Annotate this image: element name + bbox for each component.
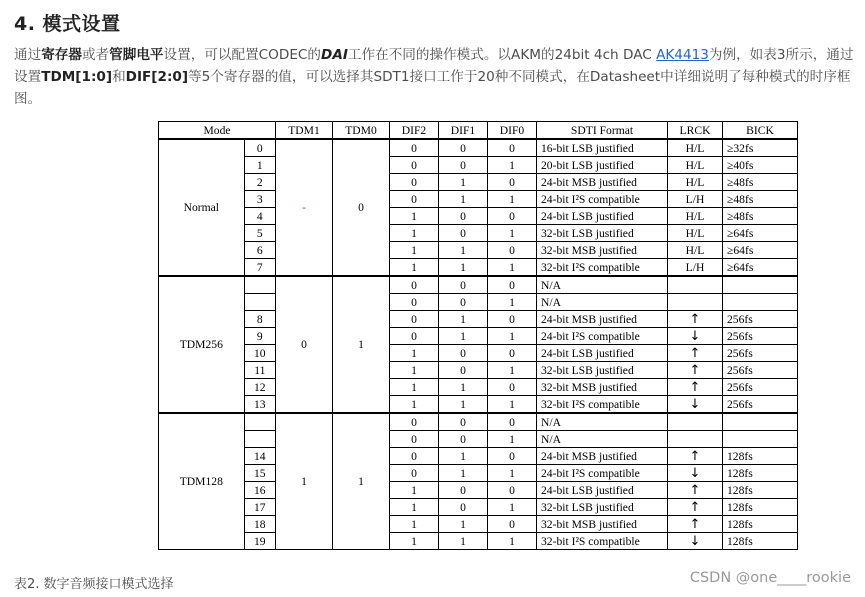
column-header: Mode [159, 122, 276, 140]
bick-cell: ≥48fs [723, 191, 798, 208]
dif1-cell: 0 [439, 431, 488, 448]
lrck-cell: ↑ [668, 345, 723, 362]
dif1-cell: 1 [439, 242, 488, 259]
sdti-format-cell: 24-bit MSB justified [537, 174, 668, 191]
table-row [159, 396, 798, 414]
table-row [159, 516, 798, 533]
sdti-format-cell: 24-bit I²S compatible [537, 328, 668, 345]
bick-cell: 128fs [723, 448, 798, 465]
dif2-cell: 1 [390, 362, 439, 379]
sdti-format-cell: N/A [537, 431, 668, 448]
bold-term-register: 寄存器 [41, 47, 82, 63]
dif1-cell: 1 [439, 191, 488, 208]
lrck-cell: ↑ [668, 379, 723, 396]
dif1-cell: 1 [439, 533, 488, 550]
mode-number-cell: 0 [244, 139, 275, 157]
bick-cell [723, 294, 798, 311]
sdti-format-cell: 32-bit MSB justified [537, 379, 668, 396]
mode-number-cell: 6 [244, 242, 275, 259]
section-heading: 4. 模式设置 [14, 13, 121, 35]
table-row [159, 379, 798, 396]
bold-term-tdm: TDM[1:0] [41, 69, 113, 85]
sdti-format-cell: N/A [537, 413, 668, 431]
mode-number-cell: 14 [244, 448, 275, 465]
column-header: DIF1 [439, 122, 488, 140]
bick-cell: 128fs [723, 533, 798, 550]
mode-number-cell: 1 [244, 157, 275, 174]
dif2-cell: 1 [390, 345, 439, 362]
dif0-cell: 1 [488, 362, 537, 379]
table-row [159, 465, 798, 482]
table-row [159, 139, 798, 157]
sdti-format-cell: 32-bit I²S compatible [537, 533, 668, 550]
lrck-cell: H/L [668, 157, 723, 174]
lrck-cell: ↓ [668, 533, 723, 550]
table-caption: 表2. 数字音频接口模式选择 [14, 577, 174, 592]
dif1-cell: 0 [439, 139, 488, 157]
lrck-cell: ↓ [668, 328, 723, 345]
sdti-format-cell: 24-bit LSB justified [537, 482, 668, 499]
dif2-cell: 1 [390, 533, 439, 550]
sdti-format-cell: 32-bit I²S compatible [537, 396, 668, 414]
dif0-cell: 0 [488, 516, 537, 533]
dif0-cell: 1 [488, 259, 537, 277]
table-row [159, 294, 798, 311]
lrck-cell [668, 294, 723, 311]
dif1-cell: 1 [439, 396, 488, 414]
dif2-cell: 0 [390, 311, 439, 328]
sdti-format-cell: 32-bit LSB justified [537, 225, 668, 242]
column-header: BICK [723, 122, 798, 140]
dif2-cell: 0 [390, 431, 439, 448]
dif0-cell: 1 [488, 225, 537, 242]
bick-cell: 128fs [723, 482, 798, 499]
italic-term-dai: DAI [321, 47, 348, 63]
column-header: LRCK [668, 122, 723, 140]
text-fragment: 通过 [14, 47, 42, 63]
mode-number-cell: 5 [244, 225, 275, 242]
table-row [159, 499, 798, 516]
text-fragment: 设置，可以配置CODEC的 [163, 47, 322, 63]
dif2-cell: 0 [390, 157, 439, 174]
sdti-format-cell: 16-bit LSB justified [537, 139, 668, 157]
mode-number-cell [244, 276, 275, 294]
mode-number-cell: 11 [244, 362, 275, 379]
dif0-cell: 1 [488, 294, 537, 311]
table-row [159, 533, 798, 550]
dif0-cell: 1 [488, 396, 537, 414]
dif0-cell: 0 [488, 242, 537, 259]
table-row [159, 328, 798, 345]
dif2-cell: 1 [390, 482, 439, 499]
sdti-format-cell: 32-bit I²S compatible [537, 259, 668, 277]
dif2-cell: 0 [390, 413, 439, 431]
dif0-cell: 1 [488, 465, 537, 482]
dif2-cell: 0 [390, 191, 439, 208]
mode-number-cell: 19 [244, 533, 275, 550]
lrck-cell: H/L [668, 225, 723, 242]
tdm0-cell: 1 [333, 276, 390, 413]
dif0-cell: 1 [488, 191, 537, 208]
bold-term-pin-level: 管脚电平 [109, 47, 164, 63]
sdti-format-cell: 32-bit LSB justified [537, 362, 668, 379]
lrck-cell [668, 276, 723, 294]
bick-cell: 128fs [723, 516, 798, 533]
sdti-format-cell: 24-bit MSB justified [537, 448, 668, 465]
sdti-format-cell: 32-bit MSB justified [537, 242, 668, 259]
mode-number-cell: 17 [244, 499, 275, 516]
dif2-cell: 0 [390, 276, 439, 294]
sdti-format-cell: 20-bit LSB justified [537, 157, 668, 174]
dif2-cell: 1 [390, 396, 439, 414]
dif0-cell: 0 [488, 413, 537, 431]
sdti-format-cell: 24-bit MSB justified [537, 311, 668, 328]
lrck-cell: ↑ [668, 311, 723, 328]
mode-number-cell: 4 [244, 208, 275, 225]
text-fragment: 等5个寄存器的值，可以选择其SDT1接口工作于20种不同模式，在Datasheet中详细说明了每种模式的时序框图。 [14, 69, 851, 107]
dif2-cell: 0 [390, 448, 439, 465]
tdm1-cell: 1 [276, 413, 333, 550]
mode-number-cell: 12 [244, 379, 275, 396]
bick-cell: ≥64fs [723, 242, 798, 259]
sdti-format-cell: 32-bit LSB justified [537, 499, 668, 516]
mode-group-label: TDM128 [159, 413, 245, 550]
table-row [159, 345, 798, 362]
dif1-cell: 0 [439, 362, 488, 379]
lrck-cell: ↑ [668, 516, 723, 533]
bick-cell: ≥32fs [723, 139, 798, 157]
bick-cell: ≥48fs [723, 208, 798, 225]
watermark: CSDN @one____rookie [689, 570, 851, 586]
bick-cell: 256fs [723, 379, 798, 396]
dif1-cell: 0 [439, 294, 488, 311]
mode-number-cell: 16 [244, 482, 275, 499]
dif2-cell: 1 [390, 208, 439, 225]
table-row [159, 157, 798, 174]
tdm0-cell: 1 [333, 413, 390, 550]
sdti-format-cell: 24-bit I²S compatible [537, 465, 668, 482]
dif1-cell: 0 [439, 276, 488, 294]
table-row [159, 431, 798, 448]
column-header: TDM1 [276, 122, 333, 140]
table-row [159, 362, 798, 379]
lrck-cell: ↓ [668, 396, 723, 414]
lrck-cell: L/H [668, 191, 723, 208]
dif1-cell: 0 [439, 499, 488, 516]
table-row [159, 191, 798, 208]
table-row [159, 174, 798, 191]
dif1-cell: 0 [439, 225, 488, 242]
column-header: SDTI Format [537, 122, 668, 140]
dif1-cell: 0 [439, 208, 488, 225]
lrck-cell [668, 413, 723, 431]
sdti-format-cell: 24-bit I²S compatible [537, 191, 668, 208]
bick-cell: 256fs [723, 396, 798, 414]
mode-number-cell [244, 431, 275, 448]
dif0-cell: 1 [488, 157, 537, 174]
dif1-cell: 1 [439, 328, 488, 345]
bick-cell: ≥40fs [723, 157, 798, 174]
mode-number-cell: 7 [244, 259, 275, 277]
dif2-cell: 1 [390, 225, 439, 242]
table-row [159, 276, 798, 294]
table-row [159, 311, 798, 328]
dif1-cell: 1 [439, 448, 488, 465]
text-fragment: 工作在不同的操作模式。以AKM的24bit 4ch DAC [347, 47, 657, 63]
text-fragment: 和 [112, 69, 126, 85]
bold-term-dif: DIF[2:0] [125, 69, 189, 85]
bick-cell: 256fs [723, 345, 798, 362]
bick-cell: 256fs [723, 328, 798, 345]
lrck-cell: H/L [668, 174, 723, 191]
mode-number-cell: 9 [244, 328, 275, 345]
dif0-cell: 0 [488, 482, 537, 499]
dif2-cell: 1 [390, 499, 439, 516]
dif1-cell: 1 [439, 259, 488, 277]
dif2-cell: 0 [390, 328, 439, 345]
tdm0-cell: 0 [333, 139, 390, 276]
text-fragment: 或者 [81, 47, 110, 63]
ak4413-link[interactable]: AK4413 [656, 47, 709, 63]
text-fragment: 为例，如表3所示，通过设置 [14, 47, 854, 85]
dif2-cell: 1 [390, 259, 439, 277]
lrck-cell: H/L [668, 242, 723, 259]
bick-cell: 256fs [723, 311, 798, 328]
table-row [159, 259, 798, 277]
lrck-cell: H/L [668, 208, 723, 225]
lrck-cell: L/H [668, 259, 723, 277]
mode-number-cell: 18 [244, 516, 275, 533]
bick-cell: 128fs [723, 465, 798, 482]
column-header: DIF0 [488, 122, 537, 140]
dif0-cell: 1 [488, 328, 537, 345]
lrck-cell: ↑ [668, 499, 723, 516]
description-paragraph [14, 44, 854, 110]
dif2-cell: 1 [390, 242, 439, 259]
dif0-cell: 1 [488, 431, 537, 448]
dif0-cell: 0 [488, 208, 537, 225]
tdm1-cell: - [276, 139, 333, 276]
table-row [159, 448, 798, 465]
dif1-cell: 0 [439, 482, 488, 499]
bick-cell [723, 431, 798, 448]
column-header: TDM0 [333, 122, 390, 140]
sdti-format-cell: N/A [537, 276, 668, 294]
dif0-cell: 0 [488, 139, 537, 157]
sdti-format-cell: 24-bit LSB justified [537, 208, 668, 225]
dif1-cell: 0 [439, 157, 488, 174]
mode-group-label: TDM256 [159, 276, 245, 413]
dif1-cell: 1 [439, 379, 488, 396]
bick-cell: ≥64fs [723, 259, 798, 277]
table-row [159, 482, 798, 499]
lrck-cell: H/L [668, 139, 723, 157]
mode-table [158, 121, 798, 550]
dif2-cell: 0 [390, 174, 439, 191]
bick-cell: 128fs [723, 499, 798, 516]
table-row [159, 225, 798, 242]
dif0-cell: 0 [488, 174, 537, 191]
bick-cell: ≥48fs [723, 174, 798, 191]
sdti-format-cell: 32-bit MSB justified [537, 516, 668, 533]
dif0-cell: 1 [488, 533, 537, 550]
dif2-cell: 0 [390, 139, 439, 157]
dif0-cell: 0 [488, 276, 537, 294]
dif1-cell: 1 [439, 465, 488, 482]
lrck-cell: ↓ [668, 465, 723, 482]
bick-cell [723, 276, 798, 294]
dif0-cell: 0 [488, 345, 537, 362]
dif1-cell: 1 [439, 311, 488, 328]
bick-cell: 256fs [723, 362, 798, 379]
mode-group-label: Normal [159, 139, 245, 276]
dif2-cell: 1 [390, 516, 439, 533]
column-header: DIF2 [390, 122, 439, 140]
dif1-cell: 1 [439, 174, 488, 191]
table-row [159, 242, 798, 259]
mode-number-cell: 10 [244, 345, 275, 362]
bick-cell [723, 413, 798, 431]
bick-cell: ≥64fs [723, 225, 798, 242]
dif1-cell: 0 [439, 345, 488, 362]
dif0-cell: 1 [488, 499, 537, 516]
lrck-cell: ↑ [668, 482, 723, 499]
dif2-cell: 0 [390, 294, 439, 311]
lrck-cell: ↑ [668, 448, 723, 465]
lrck-cell: ↑ [668, 362, 723, 379]
mode-number-cell: 8 [244, 311, 275, 328]
mode-number-cell: 13 [244, 396, 275, 414]
dif2-cell: 0 [390, 465, 439, 482]
mode-number-cell: 3 [244, 191, 275, 208]
mode-number-cell [244, 413, 275, 431]
dif1-cell: 1 [439, 516, 488, 533]
dif0-cell: 0 [488, 379, 537, 396]
table-row [159, 208, 798, 225]
sdti-format-cell: N/A [537, 294, 668, 311]
mode-number-cell: 15 [244, 465, 275, 482]
dif2-cell: 1 [390, 379, 439, 396]
mode-number-cell: 2 [244, 174, 275, 191]
table-row [159, 413, 798, 431]
lrck-cell [668, 431, 723, 448]
dif0-cell: 0 [488, 311, 537, 328]
sdti-format-cell: 24-bit LSB justified [537, 345, 668, 362]
table-header-row [159, 122, 798, 140]
dif0-cell: 0 [488, 448, 537, 465]
dif1-cell: 0 [439, 413, 488, 431]
tdm1-cell: 0 [276, 276, 333, 413]
mode-number-cell [244, 294, 275, 311]
